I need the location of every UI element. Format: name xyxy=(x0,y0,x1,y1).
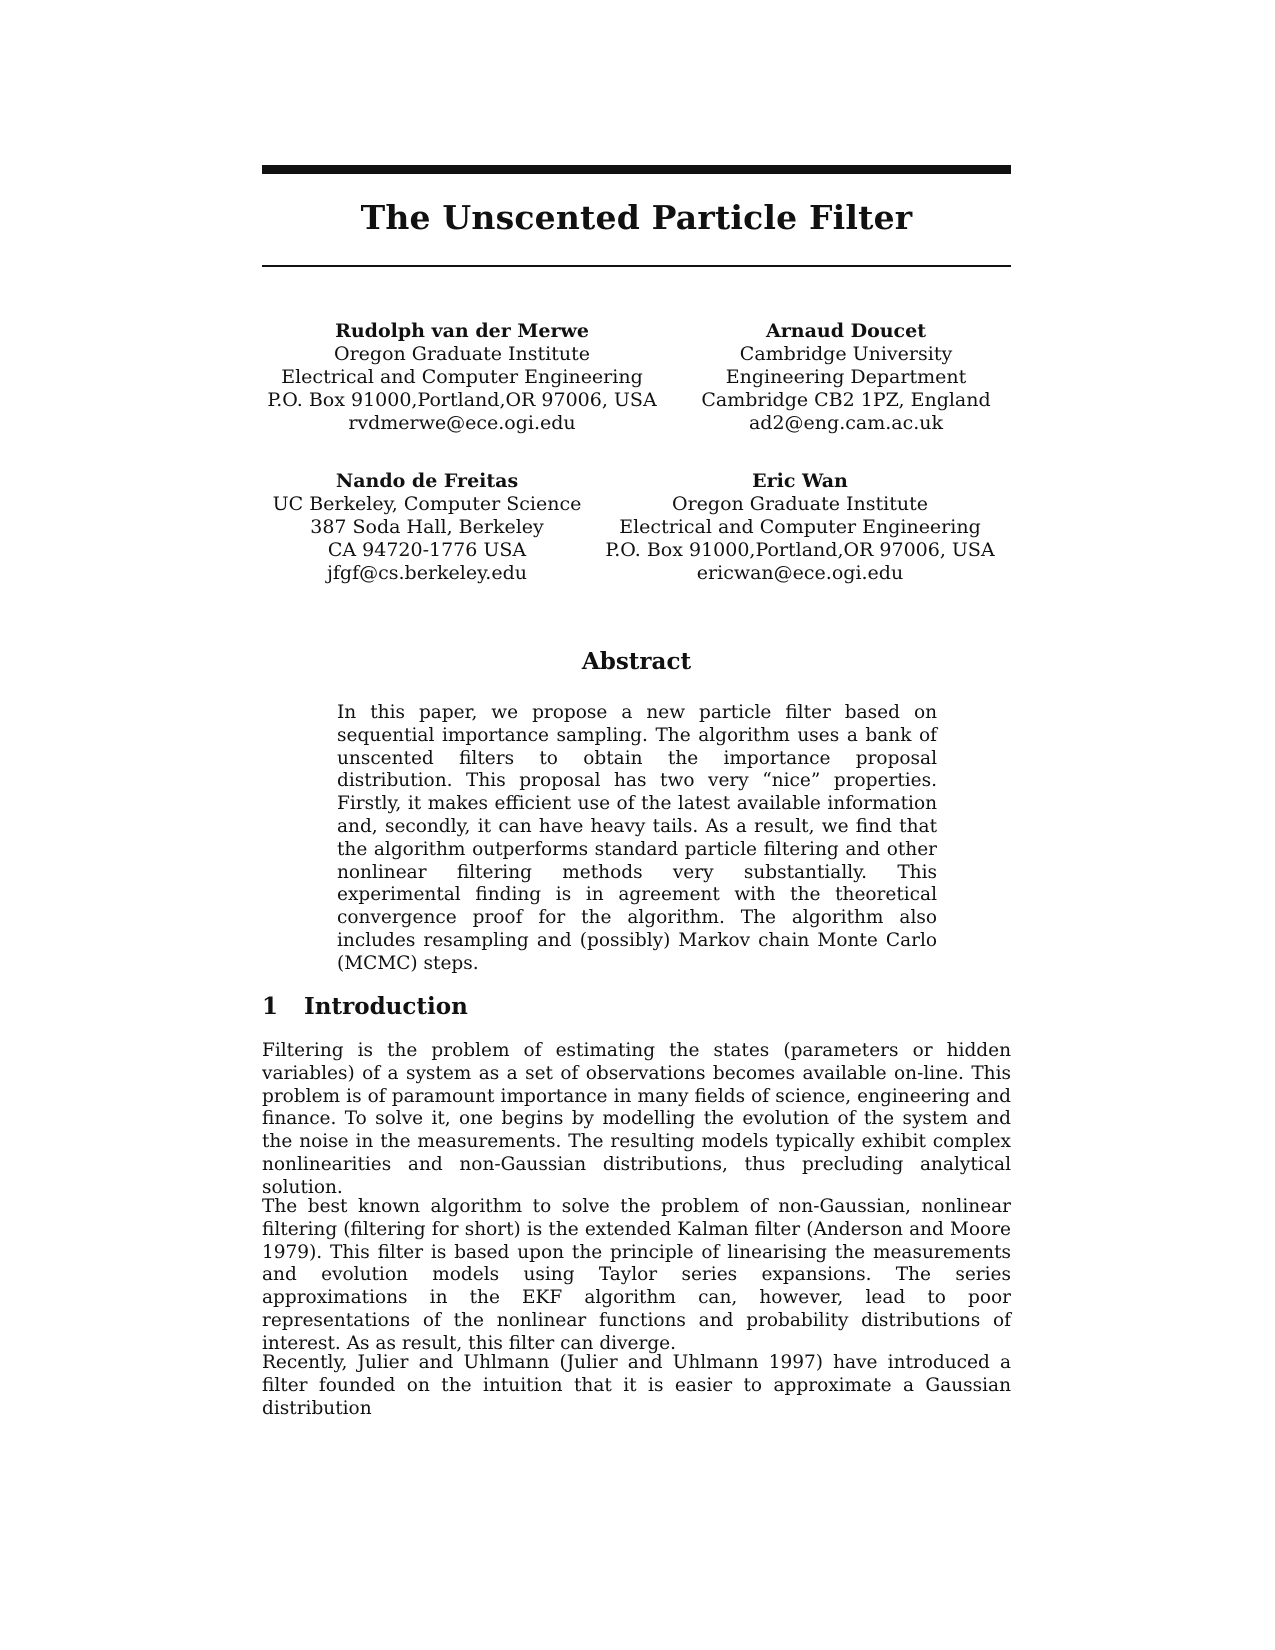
author-email: ericwan@ece.ogi.edu xyxy=(696,562,904,584)
abstract-text: In this paper, we propose a new particle filter based on sequential importance sampling. The algorithm uses a bank of unscented filters to obtain the importance proposal distribution. This proposal has two very “nice” properties. Firstly, it makes efficient use of the latest available information and, secondly, it can have heavy tails. As a result, we find that the algorithm outperforms standard particle filtering and other nonlinear filtering methods very substantially. This experimental finding is in agreement with the theoretical convergence proof for the algorithm. The algorithm also includes resampling and (possibly) Markov chain Monte Carlo (MCMC) steps. xyxy=(337,702,937,974)
author-block-2 xyxy=(681,320,1011,435)
author-affiliation-line: Cambridge CB2 1PZ, England xyxy=(701,389,991,411)
title-bottom-rule xyxy=(262,265,1011,267)
author-block-3 xyxy=(262,470,592,585)
author-email: rvdmerwe@ece.ogi.edu xyxy=(348,412,576,434)
author-affiliation-line: Oregon Graduate Institute xyxy=(672,493,928,515)
author-affiliation-line: Electrical and Computer Engineering xyxy=(281,366,643,388)
author-affiliation-line: CA 94720-1776 USA xyxy=(327,539,527,561)
author-email: jfgf@cs.berkeley.edu xyxy=(326,562,527,584)
author-affiliation-line: P.O. Box 91000,Portland,OR 97006, USA xyxy=(605,539,995,561)
author-email: ad2@eng.cam.ac.uk xyxy=(748,412,944,434)
section-heading xyxy=(262,993,468,1020)
author-name: Rudolph van der Merwe xyxy=(335,320,589,342)
title-top-rule xyxy=(262,165,1011,174)
intro-paragraph-3: Recently, Julier and Uhlmann (Julier and Uhlmann 1997) have introduced a filter founded on the intuition that it is easier to approximate a Gaussian distribution xyxy=(262,1352,1011,1419)
intro-paragraph-2: The best known algorithm to solve the problem of non-Gaussian, nonlinear filtering (filtering for short) is the extended Kalman filter (Anderson and Moore 1979). This filter is based upon the principle of linearising the measurements and evolution models using Taylor series expansions. The series approximations in the EKF algorithm can, however, lead to poor representations of the nonlinear functions and probability distributions of interest. As as result, this filter can diverge. xyxy=(262,1196,1011,1354)
author-block-1 xyxy=(262,320,662,435)
author-affiliation-line: 387 Soda Hall, Berkeley xyxy=(310,516,544,538)
paper-title: The Unscented Particle Filter xyxy=(360,198,913,237)
author-name: Nando de Freitas xyxy=(335,470,519,492)
author-affiliation-line: Cambridge University xyxy=(739,343,953,365)
intro-paragraph-1: Filtering is the problem of estimating the states (parameters or hidden variables) of a system as a set of observations becomes available on-line. This problem is of paramount importance in many fields of science, engineering and finance. To solve it, one begins by modelling the evolution of the system and the noise in the measurements. The resulting models typically exhibit complex nonlinearities and non-Gaussian distributions, thus precluding analytical solution. xyxy=(262,1040,1011,1198)
author-affiliation-line: P.O. Box 91000,Portland,OR 97006, USA xyxy=(267,389,657,411)
section-number: 1 xyxy=(262,993,279,1020)
author-affiliation-line: Engineering Department xyxy=(725,366,967,388)
author-name: Eric Wan xyxy=(752,470,848,492)
author-name: Arnaud Doucet xyxy=(766,320,926,342)
author-affiliation-line: UC Berkeley, Computer Science xyxy=(272,493,582,515)
section-title: Introduction xyxy=(304,993,468,1020)
abstract-heading: Abstract xyxy=(581,648,692,675)
author-affiliation-line: Electrical and Computer Engineering xyxy=(619,516,981,538)
author-affiliation-line: Oregon Graduate Institute xyxy=(334,343,590,365)
author-block-4 xyxy=(600,470,1000,585)
